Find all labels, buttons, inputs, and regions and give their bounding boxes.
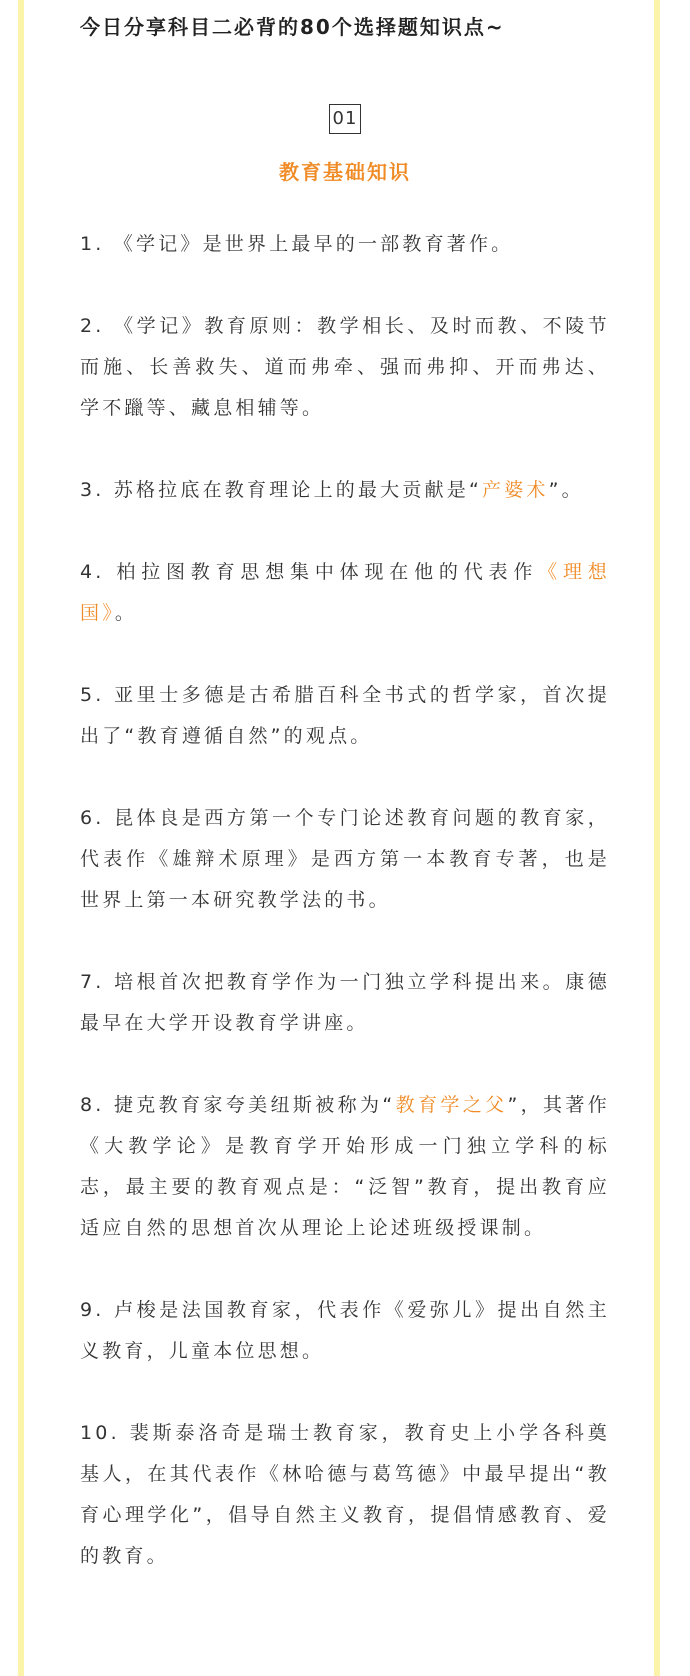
knowledge-list — [80, 224, 610, 1577]
highlight-text: 《理想国》 — [80, 561, 610, 624]
list-item: 9. 卢梭是法国教育家，代表作《爱弥儿》提出自然主义教育，儿童本位思想。 — [80, 1299, 610, 1362]
intro-text: 今日分享科目二必背的80个选择题知识点~ — [80, 15, 505, 39]
section-title: 教育基础知识 — [279, 160, 411, 184]
section-number-badge: 01 — [329, 104, 362, 134]
list-item: 7. 培根首次把教育学作为一门独立学科提出来。康德最早在大学开设教育学讲座。 — [80, 971, 610, 1034]
list-item: 5. 亚里士多德是古希腊百科全书式的哲学家，首次提出了“教育遵循自然”的观点。 — [80, 684, 610, 747]
highlight-text: 产婆术 — [482, 479, 549, 501]
list-item: 10. 裴斯泰洛奇是瑞士教育家，教育史上小学各科奠基人，在其代表作《林哈德与葛笃德》中最早提出“教育心理学化”，倡导自然主义教育，提倡情感教育、爱的教育。 — [80, 1422, 610, 1567]
list-item: 8. 捷克教育家夸美纽斯被称为“教育学之父”，其著作《大教学论》是教育学开始形成一门独立学科的标志，最主要的教育观点是：“泛智”教育，提出教育应适应自然的思想首次从理论上论述班级授课制。 — [80, 1094, 610, 1239]
list-item: 4. 柏拉图教育思想集中体现在他的代表作《理想国》。 — [80, 561, 610, 624]
highlight-text: 教育学之父 — [395, 1094, 508, 1116]
list-item: 2. 《学记》教育原则：教学相长、及时而教、不陵节而施、长善救失、道而弗牵、强而弗抑、开而弗达、学不躐等、藏息相辅等。 — [80, 315, 610, 419]
list-item: 6. 昆体良是西方第一个专门论述教育问题的教育家，代表作《雄辩术原理》是西方第一本教育专著，也是世界上第一本研究教学法的书。 — [80, 807, 610, 911]
list-item: 1. 《学记》是世界上最早的一部教育著作。 — [80, 233, 514, 255]
list-item: 3. 苏格拉底在教育理论上的最大贡献是“产婆术”。 — [80, 479, 584, 501]
section-number-wrap — [80, 104, 610, 136]
article-content — [80, 0, 610, 1618]
